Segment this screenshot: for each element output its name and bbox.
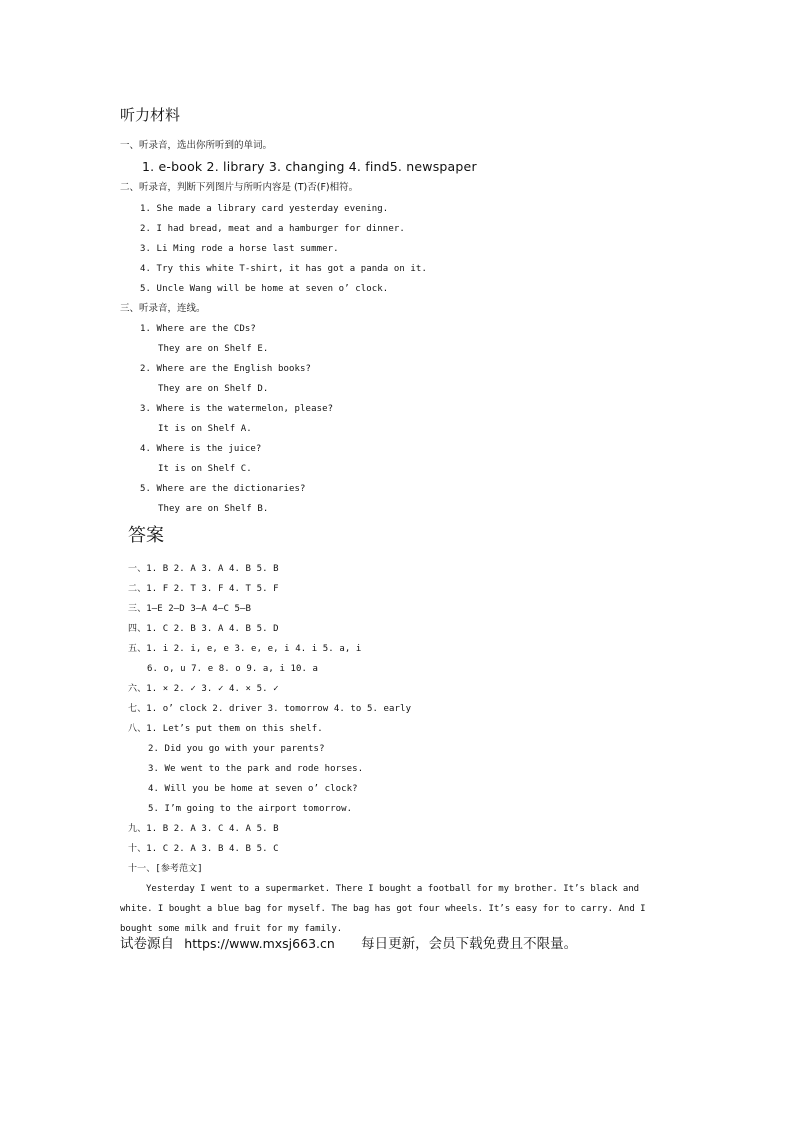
answer-line: 十一、[参考范文] bbox=[128, 864, 203, 874]
section-3-question: 4. Where is the juice? bbox=[140, 444, 262, 454]
answer-line: 七、1. o’ clock 2. driver 3. tomorrow 4. to 5. early bbox=[128, 704, 412, 714]
answer-line: 一、1. B 2. A 3. A 4. B 5. B bbox=[128, 564, 279, 574]
answer-line: 四、1. C 2. B 3. A 4. B 5. D bbox=[128, 624, 279, 634]
section-3-question: 2. Where are the English books? bbox=[140, 364, 312, 374]
answer-line: 二、1. F 2. T 3. F 4. T 5. F bbox=[128, 584, 279, 594]
footer-line bbox=[120, 938, 577, 952]
essay-line: Yesterday I went to a supermarket. There I bought a football for my brother. It’s black and bbox=[146, 884, 640, 894]
answer-line: 八、1. Let’s put them on this shelf. bbox=[128, 724, 323, 734]
footer-source-label: 试卷源自 bbox=[120, 936, 174, 952]
section-3-answer: They are on Shelf E. bbox=[158, 344, 269, 354]
answer-line: 五、1. i 2. i, e, e 3. e, e, i 4. i 5. a, i bbox=[128, 644, 362, 654]
listening-title: 听力材料 bbox=[120, 106, 181, 124]
answer-line: 2. Did you go with your parents? bbox=[148, 744, 325, 754]
section-1-heading: 一、听录音，选出你所听到的单词。 bbox=[120, 140, 273, 151]
answer-line: 4. Will you be home at seven o’ clock? bbox=[148, 784, 358, 794]
essay-line: white. I bought a blue bag for myself. The bag has got four wheels. It’s easy for to carry. And I bbox=[120, 904, 646, 914]
section-2-item: 1. She made a library card yesterday evening. bbox=[140, 204, 389, 214]
section-1-words: 1. e-book 2. library 3. changing 4. find5. newspaper bbox=[142, 159, 477, 174]
section-3-answer: They are on Shelf B. bbox=[158, 504, 269, 514]
section-3-question: 5. Where are the dictionaries? bbox=[140, 484, 306, 494]
answer-line: 十、1. C 2. A 3. B 4. B 5. C bbox=[128, 844, 279, 854]
section-3-answer: It is on Shelf C. bbox=[158, 464, 252, 474]
section-3-answer: They are on Shelf D. bbox=[158, 384, 269, 394]
section-2-item: 5. Uncle Wang will be home at seven o’ clock. bbox=[140, 284, 389, 294]
essay-line: bought some milk and fruit for my family. bbox=[120, 924, 343, 934]
answer-line: 六、1. × 2. ✓ 3. ✓ 4. × 5. ✓ bbox=[128, 684, 279, 694]
section-3-answer: It is on Shelf A. bbox=[158, 424, 252, 434]
answer-line: 5. I’m going to the airport tomorrow. bbox=[148, 804, 353, 814]
section-2-item: 3. Li Ming rode a horse last summer. bbox=[140, 244, 339, 254]
answers-title: 答案 bbox=[128, 525, 164, 546]
footer-url[interactable]: https://www.mxsj663.cn bbox=[184, 936, 335, 951]
answer-line: 三、1—E 2—D 3—A 4—C 5—B bbox=[128, 604, 252, 614]
footer-slogan: 每日更新，会员下载免费且不限量。 bbox=[361, 936, 578, 952]
section-3-question: 1. Where are the CDs? bbox=[140, 324, 256, 334]
answer-line: 6. o, u 7. e 8. o 9. a, i 10. a bbox=[147, 664, 319, 674]
section-2-item: 2. I had bread, meat and a hamburger for dinner. bbox=[140, 224, 405, 234]
section-2-heading: 二、听录音，判断下列图片与所听内容是 (T)否(F)相符。 bbox=[120, 182, 359, 193]
section-2-item: 4. Try this white T-shirt, it has got a panda on it. bbox=[140, 264, 427, 274]
answer-line: 九、1. B 2. A 3. C 4. A 5. B bbox=[128, 824, 279, 834]
section-3-heading: 三、听录音，连线。 bbox=[120, 303, 206, 314]
section-3-question: 3. Where is the watermelon, please? bbox=[140, 404, 334, 414]
answer-line: 3. We went to the park and rode horses. bbox=[148, 764, 364, 774]
